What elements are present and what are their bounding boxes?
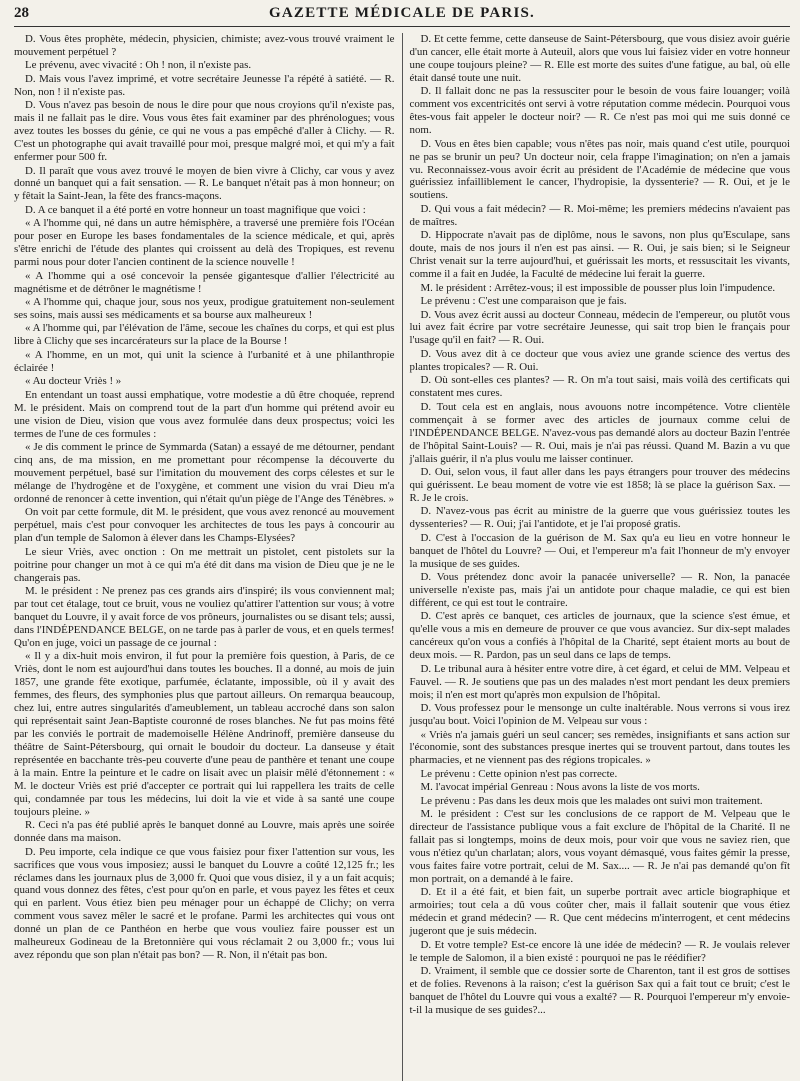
paragraph: D. Et cette femme, cette danseuse de Saint-Pétersbourg, que vous disiez avoir guérie d'un cancer, elle était morte à Auteuil, alors que vous lui faisiez vider en votre honneur une coupe toujours pleine? — R. Elle est morte des suites d'une fatigue, au bal, où elle était dansé toute une nuit. [409,33,790,84]
paragraph: D. C'est après ce banquet, ces articles de journaux, que la science s'est émue, et qu'elle vous a mis en demeure de prouver ce que vous avanciez. Sur dix-sept malades cancéreux qu'on vous a confiés à l'hôpital de la Charité, sept étaient morts au bout de deux mois. — R. Pardon, pas un seul dans ce laps de temps. [409,610,790,662]
text-columns [14,33,790,1081]
paragraph: D. Qui vous a fait médecin? — R. Moi-même; les premiers médecins n'avaient pas de maîtres. [409,202,790,228]
paragraph: M. le président : Arrêtez-vous; il est impossible de pousser plus loin l'impudence. [420,281,776,294]
paragraph: Le prévenu : Pas dans les deux mois que les malades ont suivi mon traitement. [420,794,763,807]
paragraph: D. Il fallait donc ne pas la ressusciter pour le besoin de vous faire louanger; voilà comment vos excentricités ont servi à votre réputation comme médecin. Pourquoi vous êtes-vous fait appeler le docteur noir? — R. Ce n'est pas moi qui me suis donné ce nom. [409,85,790,137]
paragraph: D. Et il a été fait, et bien fait, un superbe portrait avec article biographique et armoiries; tout cela a dû vous coûter cher, mais il fallait soutenir que vous étiez médecin et grand médecin? — R. Que cent médecins m'interrogent, et cent médecins jugeront que je suis médecin. [409,886,790,938]
paragraph: D. Mais vous l'avez imprimé, et votre secrétaire Jeunesse l'a répété à satiété. — R. Non, non ! il n'existe pas. [14,72,395,98]
paragraph: M. l'avocat impérial Genreau : Nous avons la liste de vos morts. [420,781,700,794]
journal-title: GAZETTE MÉDICALE DE PARIS. [269,5,535,21]
paragraph: D. C'est à l'occasion de la guérison de M. Sax qu'a eu lieu en votre honneur le banquet de l'hôtel du Louvre? — Oui, et l'empereur m'a fait l'honneur de m'y envoyer la musique de ses guides. [409,531,790,570]
paragraph: D. Vous n'avez pas besoin de nous le dire pour que nous croyions qu'il n'existe pas, mais il ne fallait pas le dire. Vous vous êtes fait examiner par des phrénologues; vous avez toutes les bosses du génie, ce qui ne vous a pas empêché d'aller à Clichy. — R. C'est un photographe qui avait travaillé pour moi, presque malgré moi, et qui m'y a fait enfermer pour 500 fr. [14,99,395,164]
paragraph: D. Vous êtes prophète, médecin, physicien, chimiste; avez-vous trouvé vraiment le mouvement perpétuel ? [14,33,395,58]
paragraph: M. le président : Ne prenez pas ces grands airs d'inspiré; ils vous conviennent mal; par tout cet étalage, tout ce bruit, vous ne vouliez qu'attirer l'attention sur vous; à votre banquet du Louvre, il y avait force de vos prôneurs, journalistes ou se disant tels; aussi, dans l'INDÉPENDANCE BELGE, on ne tarde pas à parler de vous, et en quels termes! Qu'on en juge, voici un passage de ce journal : [14,585,395,649]
paragraph: M. le président : C'est sur les conclusions de ce rapport de M. Velpeau que le directeur de l'assistance publique vous a fait exclure de l'hôpital de la Charité. Il ne fallait pas si longtemps, moins de deux mois, pour voir que vous ne saviez rien, que vous n'étiez qu'un charlatan; alors, vous voyant démasqué, vous faites gémir la presse, vous faites faire votre portrait, celui de M. Sax.... — R. Je n'ai pas demandé qu'on fît mon portrait, on a demandé à le faire. [409,808,790,885]
paragraph: D. Vous avez dit à ce docteur que vous aviez une grande science des vertus des plantes tropicales? — R. Oui. [409,347,790,373]
paragraph: « A l'homme qui a osé concevoir la pensée gigantesque d'allier l'électricité au magnétisme et de détrôner le magnétisme ! [14,269,395,295]
paragraph: D. Tout cela est en anglais, nous avouons notre incompétence. Votre clientèle commençait à se former avec des articles de journaux comme celui de l'INDÉPENDANCE BELGE. N'avez-vous pas demandé alors au docteur Bazin l'entrée de l'hôpital Saint-Louis? — R. Oui, mais je n'ai pas réussi. Quand M. Bazin a vu que j'allais guérir, il n'a plus voulu me laisser continuer. [409,400,790,465]
paragraph: D. Vous prétendez donc avoir la panacée universelle? — R. Non, la panacée universelle n'existe pas, mais j'ai un antidote pour chaque maladie, ce qui est bien différent, ce qui est tout le contraire. [409,571,790,609]
paragraph: D. N'avez-vous pas écrit au ministre de la guerre que vous guérissiez toutes les dyssenteries? — R. Oui; j'ai l'antidote, et je l'ai proposé gratis. [409,505,790,531]
paragraph: Le prévenu, avec vivacité : Oh ! non, il n'existe pas. [25,59,252,72]
page-number: 28 [14,5,29,21]
paragraph: Le prévenu : C'est une comparaison que je fais. [420,295,627,308]
paragraph: « Au docteur Vriès ! » [25,375,122,388]
paragraph: Le sieur Vriès, avec onction : On me mettrait un pistolet, cent pistolets sur la poitrine pour changer un mot à ce qui m'a été dit dans ma vision de Dieu que je ne le changerais pas. [14,545,395,584]
paragraph: D. Vous en êtes bien capable; vous n'êtes pas noir, mais quand c'est utile, pourquoi ne pas se brunir un peu? Un docteur noir, cela frappe l'imagination; on n'en a jamais vu. Reconnaissez-vous avoir écrit au président de l'Académie de médecine que vous guérissiez infailliblement le cancer, l'hydropisie, la dyssenterie? — R. Oui, et je le soutiens. [409,137,790,202]
paragraph: D. Il paraît que vous avez trouvé le moyen de bien vivre à Clichy, car vous y avez donné un banquet qui a fait sensation. — R. Le banquet n'était pas à mon honneur; on y fêtait la Saint-Jean, la fête des francs-maçons. [14,164,395,203]
paragraph: D. Oui, selon vous, il faut aller dans les pays étrangers pour trouver des médecins qui guérissent. Le beau moment de votre vie est 1858; là se place la guérison Sax. — R. Je le crois. [409,465,790,504]
paragraph: D. Et votre temple? Est-ce encore là une idée de médecin? — R. Je voulais relever le temple de Salomon, il a bien existé : pourquoi ne pas le réédifier? [409,938,790,964]
paragraph: D. Peu importe, cela indique ce que vous faisiez pour fixer l'attention sur vous, les sacrifices que vous vous imposiez; aussi le banquet du Louvre a coûté 12,125 fr.; les réclames dans les journaux plus de 3,000 fr. Quoi que vous disiez, il y a un fait acquis; quand vous donnez des fêtes, c'est pour qu'on en parle, et vous payez les fêtes et ceux qui en parlent. Vous étiez bien peu ménager pour un échappé de Clichy; on verra comment vous savez mêler le sacré et le profane. Parmi les architectes qui vous ont donné un plan de ce Panthéon en herbe que vous vouliez faire pousser est un malheureux Godineau de la Bretonnière qui vous réclamait 2 ou 3,000 fr.; vous lui avez répondu que son plan n'était pas bon? — R. Non, il n'était pas bon. [14,845,395,962]
paragraph: Le prévenu : Cette opinion n'est pas correcte. [420,767,618,780]
paragraph: « A l'homme qui, né dans un autre hémisphère, a traversé une première fois l'Océan pour poser en Europe les bases fondamentales de la science médicale, et qui, après s'être enrichi de l'étude des plantes qui croissent au delà des Tropiques, est revenu parmi nous pour doter l'ancien continent de la science nouvelle ! [14,217,395,269]
paragraph: R. Ceci n'a pas été publié après le banquet donné au Louvre, mais après une soirée donnée dans ma maison. [14,819,395,845]
paragraph: « Je dis comment le prince de Symmarda (Satan) a essayé de me détourner, pendant cinq ans, de ma mission, en me promettant pour récompense la découverte du mouvement perpétuel, basé sur l'imitation du mouvement des corps célestes et sur le mélange de l'hydrogène et de l'oxygène, et comment une vision du vrai Dieu m'a ordonné de renoncer à cette invention, qui n'était qu'un piège de l'Ange des Ténèbres. » [14,441,395,505]
paragraph: D. Vous avez écrit aussi au docteur Conneau, médecin de l'empereur, ou plutôt vous lui avez fait écrire par votre secrétaire Jeunesse, qui sait trop bien le français pour l'usage qu'il en fait? — R. Oui. [409,308,790,347]
paragraph: D. Vraiment, il semble que ce dossier sorte de Charenton, tant il est gros de sottises et de folies. Revenons à la raison; c'est la guérison Sax qui a fait tout ce bruit; c'est le banquet de l'hôtel du Louvre qui vous a exalté? — R. Pourquoi l'empereur m'y envoie-t-il la musique de ses guides?... [409,965,790,1017]
paragraph: D. Hippocrate n'avait pas de diplôme, nous le savons, non plus qu'Esculape, sans doute, mais de nos jours il n'en est pas ainsi. — R. Oui, je sais bien; si le Seigneur Christ venait sur la terre aujourd'hui, et guérissait les morts, et ressuscitait les vivants, comme il a fait en Judée, la Faculté de médecine lui ferait la guerre. [409,229,790,281]
paragraph: « A l'homme, en un mot, qui unit la science à l'urbanité et à une philanthropie éclairée ! [14,348,395,374]
right-column [402,33,791,1081]
paragraph: D. Où sont-elles ces plantes? — R. On m'a tout saisi, mais voilà des certificats qui constatent mes cures. [409,374,790,400]
paragraph: « Il y a dix-huit mois environ, il fut pour la première fois question, à Paris, de ce Vriès, dont le nom est aujourd'hui dans toutes les bouches. Il a donné, au mois de juin 1857, une grande fête exotique, parfumée, éclatante, impossible, où il y avait des femmes, des fleurs, des symphonies plus que partout ailleurs. On remarqua beaucoup, chez lui, entre autres singularités d'ameublement, un tableau accroché dans son salon qui représentait saint Jean-Baptiste couronné de roses blanches. Ne fut pas moins fêté par les conviés le portrait de mademoiselle Hélène Andrinoff, première danseuse du théâtre de Saint-Pétersbourg, qui ornait le boudoir du docteur. La danseuse y était représentée en bacchante très-peu couverte d'une peau de panthère et tenant une coupe à la main. Entre la peinture et le cadre on lisait avec un plaisir mêlé d'étonnement : « M. le docteur Vriès est prié d'accepter ce portrait qui lui rappellera les traits de celle qui, condamnée par tous les médecins, lui doit la vie et vide à sa santé une coupe toujours pleine. » [14,650,395,818]
paragraph: « A l'homme qui, par l'élévation de l'âme, secoue les chaînes du corps, et qui est plus libre à Clichy que ses incarcérateurs sur la place de la Bourse ! [14,322,395,348]
left-column [14,33,402,1081]
paragraph: D. Le tribunal aura à hésiter entre votre dire, à cet égard, et celui de MM. Velpeau et Fauvel. — R. Je soutiens que pas un des malades n'est mort pendant les deux premiers mois; il n'en est mort qu'après mon expulsion de l'hôpital. [409,662,790,701]
paragraph: On voit par cette formule, dit M. le président, que vous avez renoncé au mouvement perpétuel, mais c'est pour convoquer les architectes de tous les pays à concourir au plan d'un temple de Salomon à élever dans les Champs-Elysées? [14,506,395,545]
page-header [14,4,790,27]
paragraph: D. A ce banquet il a été porté en votre honneur un toast magnifique que voici : [25,203,366,216]
paragraph: « Vriès n'a jamais guéri un seul cancer; ses remèdes, insignifiants et sans action sur l'économie, sont des substances presque inertes qui se trouvent partout, dans toutes les pharmacies, et ne viennent pas des régions tropicales. » [409,728,790,767]
paragraph: D. Vous professez pour le mensonge un culte inaltérable. Nous verrons si vous irez jusqu'au bout. Voici l'opinion de M. Velpeau sur vous : [409,702,790,728]
paragraph: « A l'homme qui, chaque jour, sous nos yeux, prodigue gratuitement non-seulement ses soins, mais aussi ses médicaments et sa bourse aux malheureux ! [14,296,395,322]
paragraph: En entendant un toast aussi emphatique, votre modestie a dû être choquée, reprend M. le président. Mais on comprend tout de la part d'un homme qui prétend avoir eu une vision de Dieu, vision que vous avez formulée dans deux prospectus; voici les termes de l'une de ces formules : [14,388,395,440]
